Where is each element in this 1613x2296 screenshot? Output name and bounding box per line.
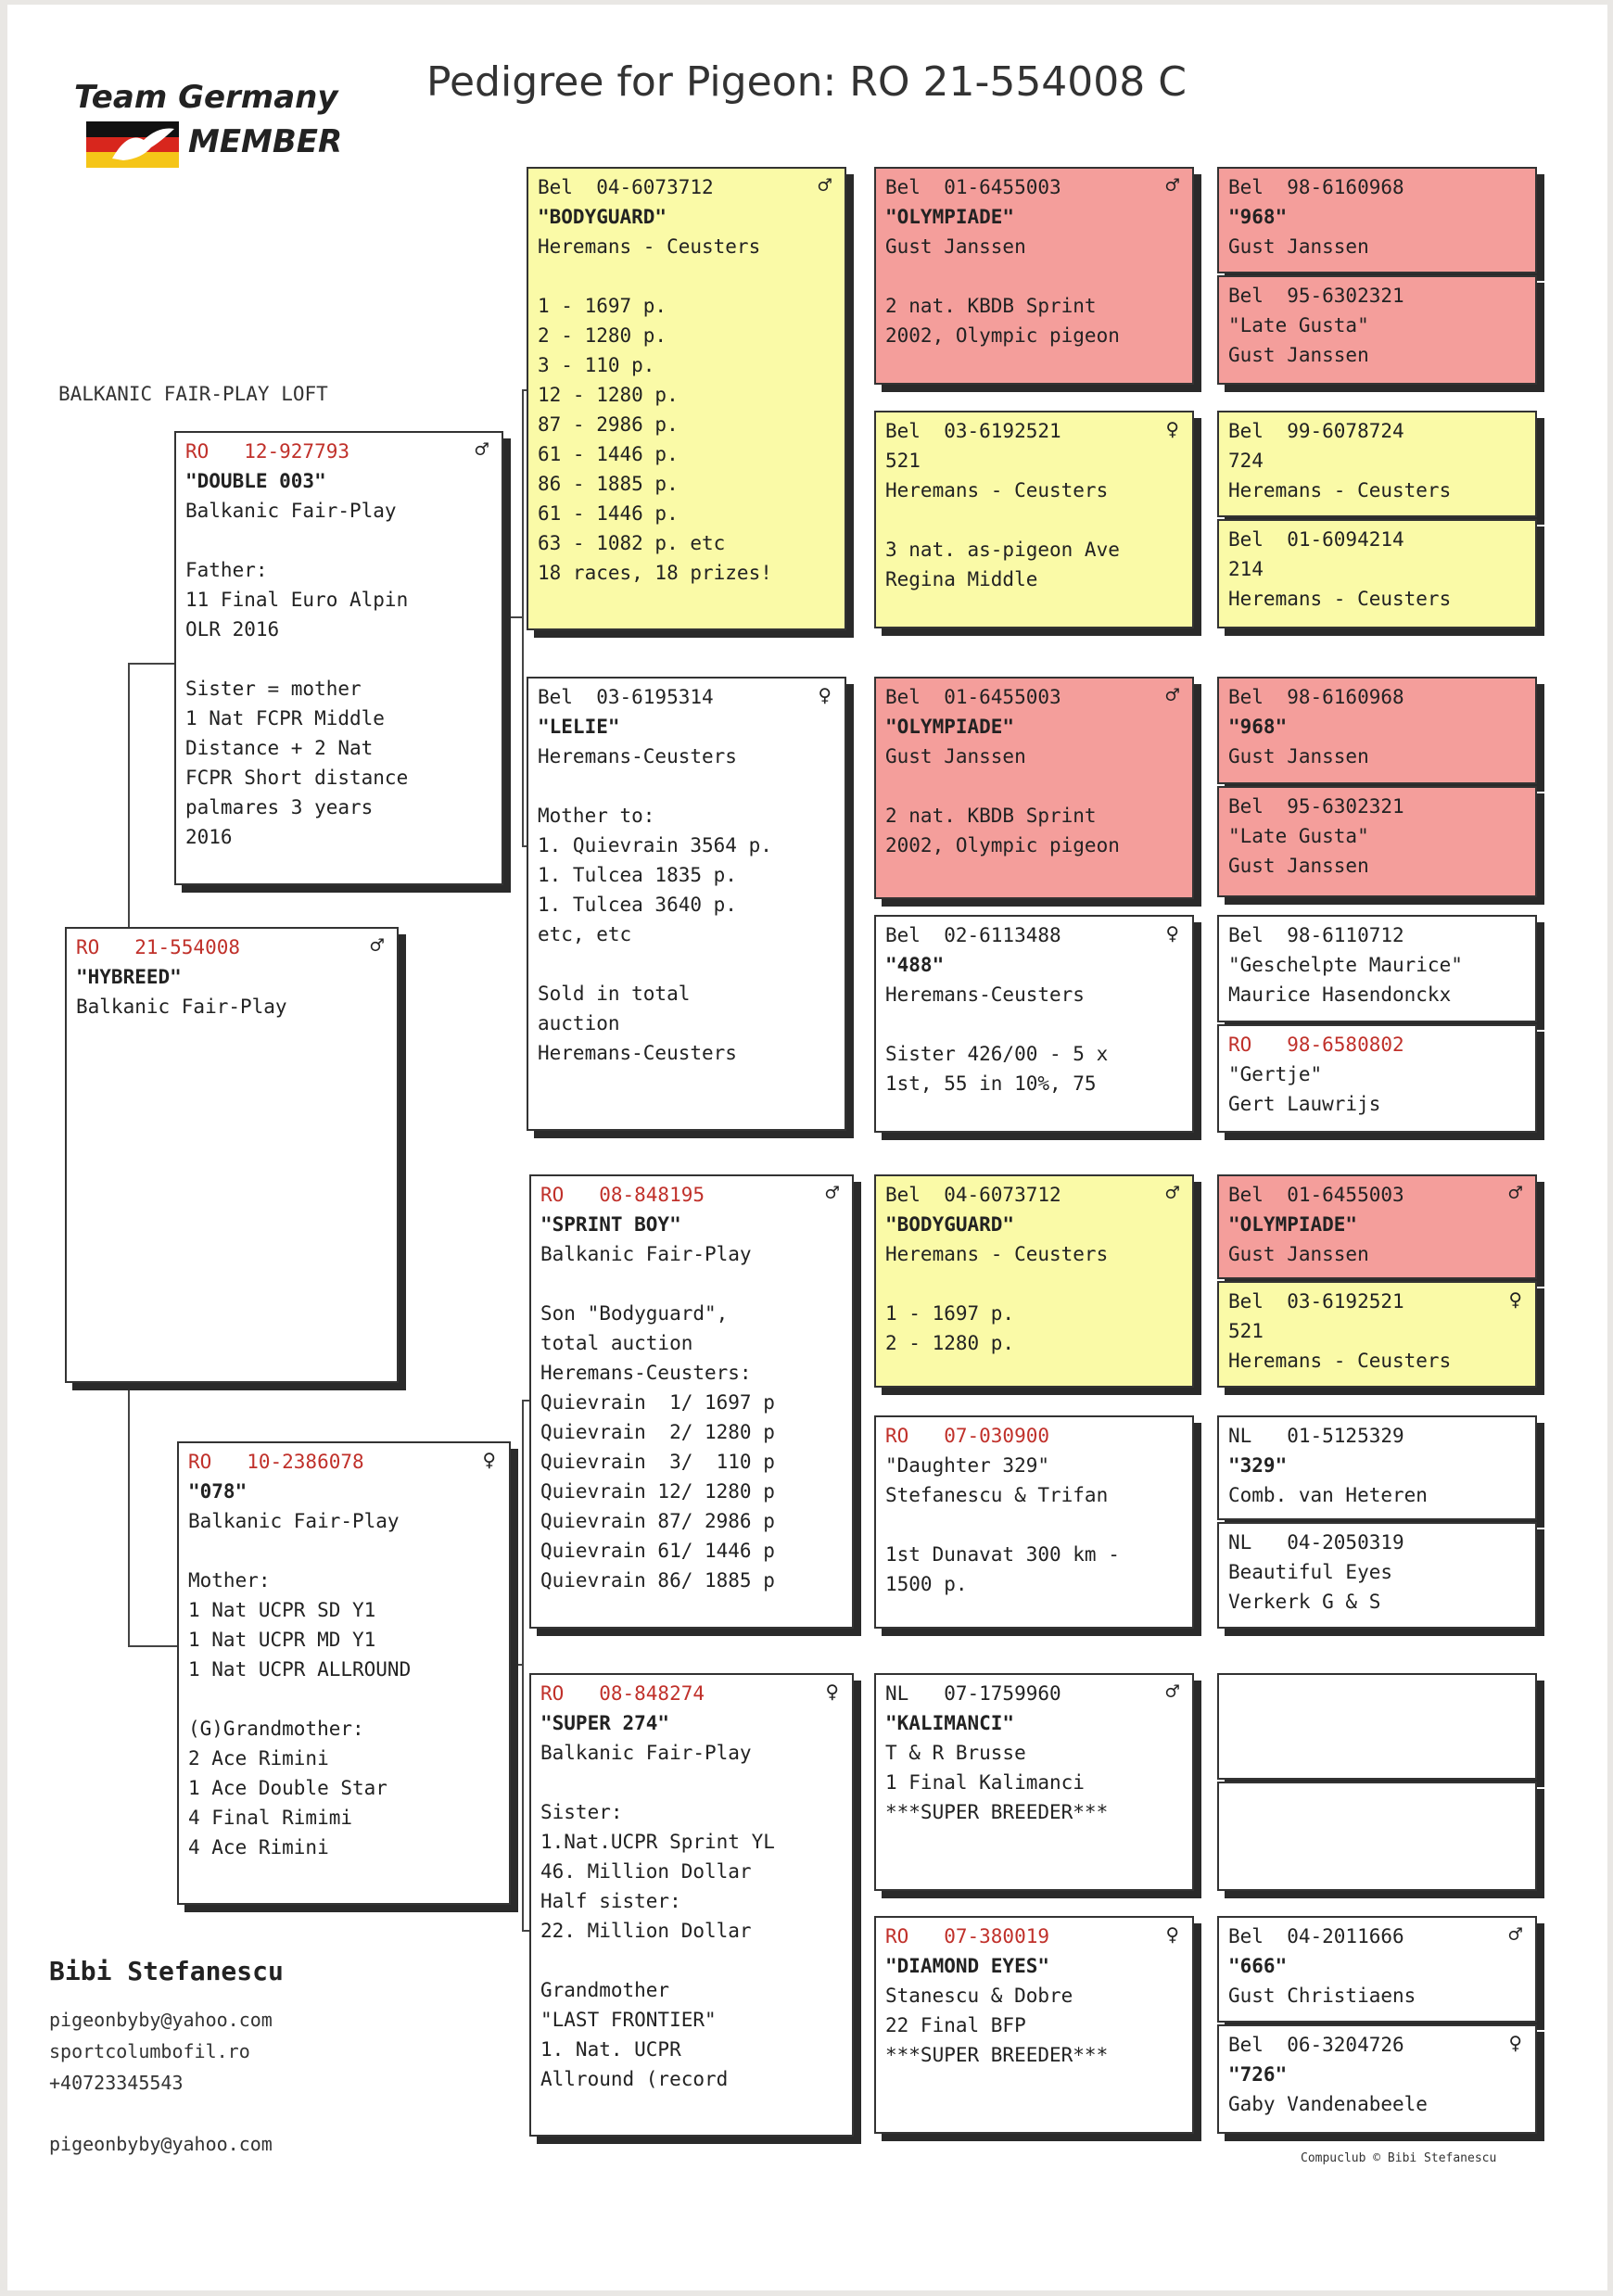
pigeon-card-mfm[interactable]: [874, 1415, 1194, 1629]
pedigree-line: 2 nat. KBDB Sprint: [885, 295, 1097, 317]
pedigree-line: "078": [188, 1480, 248, 1503]
pedigree-line: Distance + 2 Nat: [185, 737, 374, 759]
pedigree-line: Maurice Hasendonckx: [1228, 983, 1452, 1006]
pedigree-line: 521: [885, 450, 921, 472]
pedigree-line: Balkanic Fair-Play: [188, 1510, 400, 1532]
female-symbol-icon: ♀: [1165, 1922, 1179, 1947]
pigeon-card-g8[interactable]: [1217, 1024, 1537, 1133]
male-symbol-icon: ♂: [1165, 682, 1179, 708]
pedigree-line: 86 - 1885 p.: [538, 473, 679, 495]
pedigree-line: Comb. van Heteren: [1228, 1484, 1428, 1506]
pedigree-line: Balkanic Fair-Play: [540, 1243, 752, 1265]
pigeon-card-g6[interactable]: [1217, 786, 1537, 897]
pedigree-line: 87 - 2986 p.: [538, 413, 679, 436]
pigeon-card-mm[interactable]: [529, 1673, 854, 2137]
pedigree-line: 12 - 1280 p.: [538, 384, 679, 406]
pedigree-line: 22 Final BFP: [885, 2014, 1026, 2036]
pedigree-line: Heremans-Ceusters: [538, 745, 737, 767]
pedigree-line: 61 - 1446 p.: [538, 443, 679, 465]
pedigree-line: 2002, Olympic pigeon: [885, 834, 1120, 856]
pedigree-line: Gust Janssen: [1228, 344, 1369, 366]
ring-number: RO 21-554008: [76, 936, 241, 958]
male-symbol-icon: ♂: [1165, 1679, 1179, 1705]
male-symbol-icon: ♂: [825, 1180, 839, 1206]
pedigree-line: "BODYGUARD": [538, 206, 667, 228]
pedigree-line: [885, 505, 1183, 535]
pedigree-line: Allround (record: [540, 2068, 729, 2090]
male-symbol-icon: ♂: [370, 932, 384, 958]
pedigree-line: [185, 644, 492, 674]
pedigree-line: 3 nat. as-pigeon Ave: [885, 539, 1120, 561]
connector: [128, 663, 181, 933]
pedigree-line: Sister 426/00 - 5 x: [885, 1043, 1109, 1065]
pedigree-line: Half sister:: [540, 1890, 681, 1912]
pedigree-line: [540, 1269, 843, 1299]
pedigree-sheet: [7, 5, 1607, 2290]
pedigree-line: Sister:: [540, 1801, 623, 1823]
pedigree-line: "LELIE": [538, 716, 620, 738]
pedigree-line: [188, 1684, 500, 1714]
pigeon-card-ff[interactable]: [527, 167, 846, 630]
pedigree-line: "BODYGUARD": [885, 1213, 1015, 1236]
male-symbol-icon: ♂: [475, 437, 489, 463]
ring-number: Bel 98-6110712: [1228, 924, 1404, 946]
ring-number: Bel 01-6094214: [1228, 528, 1404, 551]
ring-number: Bel 03-6192521: [1228, 1290, 1404, 1313]
pedigree-line: Father:: [185, 559, 268, 581]
pedigree-line: [188, 1536, 500, 1566]
pigeon-card-ffm[interactable]: [874, 411, 1194, 628]
pedigree-line: 724: [1228, 450, 1264, 472]
pedigree-line: total auction: [540, 1332, 693, 1354]
pedigree-line: "SUPER 274": [540, 1712, 670, 1734]
pedigree-line: 18 races, 18 prizes!: [538, 562, 772, 584]
ring-number: Bel 95-6302321: [1228, 795, 1404, 818]
pedigree-line: Stefanescu & Trifan: [885, 1484, 1109, 1506]
pedigree-line: auction: [538, 1012, 620, 1034]
female-symbol-icon: ♀: [1165, 920, 1179, 946]
pigeon-card-mmm[interactable]: [874, 1916, 1194, 2134]
female-symbol-icon: ♀: [825, 1679, 839, 1705]
ring-number: Bel 01-6455003: [885, 176, 1061, 198]
pedigree-line: [540, 1946, 843, 1975]
member-text: MEMBER: [188, 123, 343, 160]
pedigree-line: 1500 p.: [885, 1573, 968, 1595]
pedigree-line: 1 Ace Double Star: [188, 1777, 387, 1799]
ring-number: RO 08-848274: [540, 1682, 705, 1705]
pedigree-line: 1 Nat UCPR ALLROUND: [188, 1658, 412, 1681]
pedigree-line: 1 - 1697 p.: [538, 295, 667, 317]
pedigree-line: Gust Christiaens: [1228, 1985, 1416, 2007]
pigeon-card-subject[interactable]: [65, 927, 399, 1383]
pigeon-card-g7[interactable]: [1217, 915, 1537, 1022]
pedigree-line: Heremans - Ceusters: [1228, 588, 1452, 610]
pigeon-card-g4[interactable]: [1217, 519, 1537, 628]
pedigree-line: 46. Million Dollar: [540, 1860, 752, 1883]
pigeon-card-g10[interactable]: [1217, 1281, 1537, 1388]
pedigree-line: 2 - 1280 p.: [538, 324, 667, 347]
pedigree-line: Stanescu & Dobre: [885, 1985, 1073, 2007]
ring-number: NL 07-1759960: [885, 1682, 1061, 1705]
pedigree-line: etc, etc: [538, 923, 632, 945]
pedigree-line: 11 Final Euro Alpin: [185, 589, 409, 611]
pedigree-line: palmares 3 years: [185, 796, 374, 818]
pedigree-line: [885, 1269, 1183, 1299]
pigeon-card-g16[interactable]: [1217, 2024, 1537, 2134]
pedigree-line: 1st, 55 in 10%, 75: [885, 1072, 1097, 1095]
pedigree-line: 4 Final Rimimi: [188, 1807, 353, 1829]
pedigree-line: [538, 261, 835, 291]
pedigree-line: "Late Gusta": [1228, 314, 1369, 336]
pedigree-line: Heremans - Ceusters: [1228, 1350, 1452, 1372]
pedigree-line: Sold in total: [538, 983, 691, 1005]
male-symbol-icon: ♂: [1508, 1922, 1522, 1947]
pedigree-line: Heremans - Ceusters: [1228, 479, 1452, 501]
page-title: Pedigree for Pigeon: RO 21-554008 C: [426, 58, 1187, 106]
male-symbol-icon: ♂: [1165, 172, 1179, 198]
pedigree-line: 214: [1228, 558, 1264, 580]
pedigree-line: Heremans - Ceusters: [885, 1243, 1109, 1265]
ring-number: Bel 04-6073712: [538, 176, 714, 198]
pedigree-line: "666": [1228, 1955, 1288, 1977]
pedigree-line: Balkanic Fair-Play: [76, 996, 287, 1018]
owner-name: Bibi Stefanescu: [49, 1956, 284, 1986]
pedigree-line: 1 Final Kalimanci: [885, 1771, 1085, 1794]
female-symbol-icon: ♀: [1165, 416, 1179, 442]
pedigree-line: Quievrain 3/ 110 p: [540, 1451, 775, 1473]
ring-number: Bel 04-6073712: [885, 1184, 1061, 1206]
pedigree-line: ***SUPER BREEDER***: [885, 1801, 1109, 1823]
ring-number: RO 98-6580802: [1228, 1034, 1404, 1056]
pedigree-line: Quievrain 87/ 2986 p: [540, 1510, 775, 1532]
pedigree-line: Gert Lauwrijs: [1228, 1093, 1381, 1115]
pigeon-card-g12[interactable]: [1217, 1522, 1537, 1629]
pedigree-line: [185, 526, 492, 555]
pedigree-line: Quievrain 12/ 1280 p: [540, 1480, 775, 1503]
pedigree-line: Quievrain 2/ 1280 p: [540, 1421, 775, 1443]
pedigree-line: "968": [1228, 716, 1288, 738]
male-symbol-icon: ♂: [1165, 1180, 1179, 1206]
website-link[interactable]: sportcolumbofil.ro: [49, 2040, 250, 2062]
pedigree-line: 1. Quievrain 3564 p.: [538, 834, 772, 856]
pedigree-line: "OLYMPIADE": [885, 716, 1015, 738]
pigeon-card-g9[interactable]: [1217, 1174, 1537, 1279]
pedigree-line: 521: [1228, 1320, 1264, 1342]
pedigree-line: "LAST FRONTIER": [540, 2009, 717, 2031]
ring-number: Bel 03-6195314: [538, 686, 714, 708]
pedigree-line: Heremans - Ceusters: [885, 479, 1109, 501]
pedigree-line: Mother to:: [538, 805, 655, 827]
pedigree-line: "DOUBLE 003": [185, 470, 326, 492]
pigeon-card-fm[interactable]: [527, 677, 846, 1131]
pedigree-line: Gust Janssen: [885, 235, 1026, 258]
pedigree-line: Regina Middle: [885, 568, 1038, 590]
female-symbol-icon: ♀: [482, 1447, 496, 1473]
pigeon-card-g11[interactable]: [1217, 1415, 1537, 1520]
ring-number: Bel 03-6192521: [885, 420, 1061, 442]
pedigree-line: "DIAMOND EYES": [885, 1955, 1050, 1977]
pedigree-line: Gust Janssen: [1228, 1243, 1369, 1265]
ring-number: Bel 01-6455003: [885, 686, 1061, 708]
pedigree-line: 3 - 110 p.: [538, 354, 655, 376]
pedigree-line: Gust Janssen: [1228, 235, 1369, 258]
pigeon-card-mmf[interactable]: [874, 1673, 1194, 1891]
pigeon-card-g15[interactable]: [1217, 1916, 1537, 2023]
pedigree-line: T & R Brusse: [885, 1742, 1026, 1764]
pedigree-line: Mother:: [188, 1569, 271, 1592]
pedigree-line: [885, 771, 1183, 801]
pedigree-line: "Geschelpte Maurice": [1228, 954, 1463, 976]
ring-number: Bel 04-2011666: [1228, 1925, 1404, 1947]
pedigree-line: 1 Nat UCPR SD Y1: [188, 1599, 376, 1621]
connector: [503, 616, 522, 620]
pedigree-line: Quievrain 1/ 1697 p: [540, 1391, 775, 1414]
pedigree-line: Son "Bodyguard",: [540, 1302, 729, 1325]
pedigree-line: [885, 261, 1183, 291]
ring-number: Bel 99-6078724: [1228, 420, 1404, 442]
pedigree-line: Grandmother: [540, 1979, 670, 2001]
pedigree-line: "968": [1228, 206, 1288, 228]
software-credit: Compuclub © Bibi Stefanescu: [1301, 2151, 1497, 2165]
ring-number: Bel 06-3204726: [1228, 2034, 1404, 2056]
ring-number: Bel 02-6113488: [885, 924, 1061, 946]
pedigree-line: Quievrain 86/ 1885 p: [540, 1569, 775, 1592]
flag-dove-icon: [86, 121, 179, 168]
pigeon-card-mother[interactable]: [177, 1441, 511, 1905]
pedigree-line: "Daughter 329": [885, 1454, 1050, 1477]
pedigree-line: "OLYMPIADE": [885, 206, 1015, 228]
male-symbol-icon: ♂: [1508, 1180, 1522, 1206]
pedigree-line: Heremans-Ceusters: [885, 983, 1085, 1006]
pedigree-line: Heremans-Ceusters:: [540, 1362, 752, 1384]
pigeon-card-father[interactable]: [174, 431, 503, 885]
ring-number: NL 04-2050319: [1228, 1531, 1404, 1554]
pigeon-card-g13[interactable]: [1217, 1673, 1537, 1780]
female-symbol-icon: ♀: [1508, 1287, 1522, 1313]
ring-number: Bel 01-6455003: [1228, 1184, 1404, 1206]
pedigree-line: "KALIMANCI": [885, 1712, 1015, 1734]
team-germany-text: Team Germany: [74, 79, 338, 116]
pedigree-line: 1 Nat UCPR MD Y1: [188, 1629, 376, 1651]
pedigree-line: (G)Grandmother:: [188, 1718, 364, 1740]
email-link-secondary[interactable]: pigeonbyby@yahoo.com: [49, 2133, 273, 2155]
pedigree-line: Quievrain 61/ 1446 p: [540, 1540, 775, 1562]
pedigree-line: Sister = mother: [185, 678, 362, 700]
female-symbol-icon: ♀: [818, 682, 832, 708]
ring-number: RO 07-030900: [885, 1425, 1050, 1447]
ring-number: RO 12-927793: [185, 440, 350, 463]
email-link[interactable]: pigeonbyby@yahoo.com: [49, 2009, 273, 2031]
pigeon-card-fmf[interactable]: [874, 677, 1194, 899]
pedigree-line: Gust Janssen: [885, 745, 1026, 767]
pedigree-line: [538, 949, 835, 979]
pedigree-line: 2016: [185, 826, 233, 848]
pedigree-line: 61 - 1446 p.: [538, 502, 679, 525]
phone-number: +40723345543: [49, 2072, 184, 2094]
pigeon-card-g1[interactable]: [1217, 167, 1537, 273]
pedigree-line: Gust Janssen: [1228, 745, 1369, 767]
pedigree-line: Beautiful Eyes: [1228, 1561, 1393, 1583]
pedigree-line: [885, 1009, 1183, 1039]
ring-number: NL 01-5125329: [1228, 1425, 1404, 1447]
pedigree-line: Balkanic Fair-Play: [540, 1742, 752, 1764]
pigeon-card-g3[interactable]: [1217, 411, 1537, 517]
pigeon-card-mff[interactable]: [874, 1174, 1194, 1388]
pedigree-line: "OLYMPIADE": [1228, 1213, 1358, 1236]
male-symbol-icon: ♂: [818, 172, 832, 198]
ring-number: RO 10-2386078: [188, 1451, 364, 1473]
pedigree-line: Verkerk G & S: [1228, 1591, 1381, 1613]
pedigree-line: [885, 1510, 1183, 1540]
pedigree-line: 1. Nat. UCPR: [540, 2038, 681, 2061]
pedigree-line: FCPR Short distance: [185, 767, 409, 789]
ring-number: Bel 95-6302321: [1228, 285, 1404, 307]
pedigree-line: "329": [1228, 1454, 1288, 1477]
pedigree-line: "SPRINT BOY": [540, 1213, 681, 1236]
pedigree-line: 4 Ace Rimini: [188, 1836, 329, 1858]
female-symbol-icon: ♀: [1508, 2030, 1522, 2056]
ring-number: Bel 98-6160968: [1228, 176, 1404, 198]
loft-name: BALKANIC FAIR-PLAY LOFT: [58, 383, 328, 405]
pedigree-line: 1. Tulcea 3640 p.: [538, 894, 737, 916]
ring-number: RO 08-848195: [540, 1184, 705, 1206]
pedigree-line: ***SUPER BREEDER***: [885, 2044, 1109, 2066]
pedigree-line: Heremans - Ceusters: [538, 235, 761, 258]
pedigree-line: 1 - 1697 p.: [885, 1302, 1015, 1325]
pedigree-line: [540, 1768, 843, 1797]
pedigree-line: [538, 771, 835, 801]
pedigree-line: 22. Million Dollar: [540, 1920, 752, 1942]
pigeon-card-g5[interactable]: [1217, 677, 1537, 784]
pedigree-line: 2002, Olympic pigeon: [885, 324, 1120, 347]
pedigree-line: Gaby Vandenabeele: [1228, 2093, 1428, 2115]
pedigree-line: "HYBREED": [76, 966, 182, 988]
pedigree-line: 2 Ace Rimini: [188, 1747, 329, 1770]
pedigree-line: OLR 2016: [185, 618, 280, 641]
pigeon-card-g14[interactable]: [1217, 1782, 1537, 1891]
pigeon-card-mf[interactable]: [529, 1174, 854, 1629]
pedigree-line: 2 nat. KBDB Sprint: [885, 805, 1097, 827]
pedigree-line: Gust Janssen: [1228, 855, 1369, 877]
pigeon-card-g2[interactable]: [1217, 275, 1537, 385]
pedigree-line: 1.Nat.UCPR Sprint YL: [540, 1831, 775, 1853]
pedigree-line: 1. Tulcea 1835 p.: [538, 864, 737, 886]
pedigree-line: "Late Gusta": [1228, 825, 1369, 847]
pedigree-line: "488": [885, 954, 945, 976]
pigeon-card-fmm[interactable]: [874, 915, 1194, 1133]
pedigree-line: Balkanic Fair-Play: [185, 500, 397, 522]
pedigree-line: 2 - 1280 p.: [885, 1332, 1015, 1354]
pigeon-card-fff[interactable]: [874, 167, 1194, 385]
pedigree-line: "Gertje": [1228, 1063, 1323, 1085]
pedigree-line: 1 Nat FCPR Middle: [185, 707, 385, 729]
ring-number: RO 07-380019: [885, 1925, 1050, 1947]
pedigree-line: "726": [1228, 2063, 1288, 2086]
ring-number: Bel 98-6160968: [1228, 686, 1404, 708]
pedigree-line: 63 - 1082 p. etc: [538, 532, 726, 554]
pedigree-line: Heremans-Ceusters: [538, 1042, 737, 1064]
pedigree-line: 1st Dunavat 300 km -: [885, 1543, 1120, 1566]
